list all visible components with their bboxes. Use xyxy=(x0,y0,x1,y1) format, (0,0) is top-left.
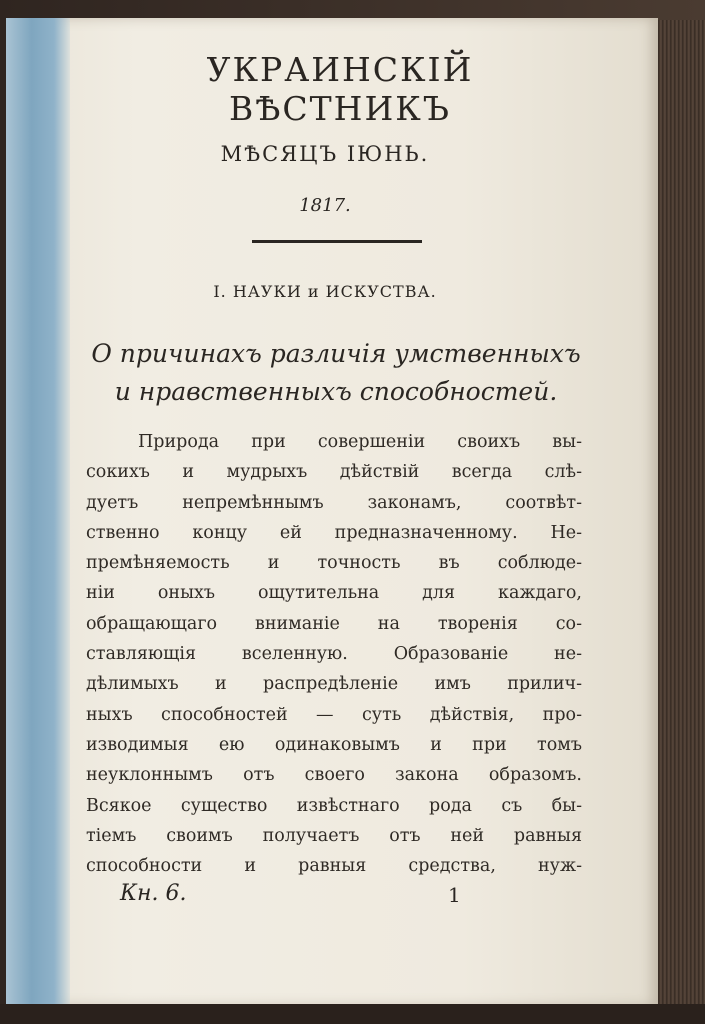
body-line: дѣлимыхъ и распредѣленіе имъ прилич- xyxy=(86,674,582,695)
body-line: Природа при совершеніи своихъ вы- xyxy=(138,432,582,452)
journal-title: УКРАИНСКІЙ ВѢСТНИКЪ xyxy=(206,50,474,128)
page-number: 1 xyxy=(448,883,461,907)
issue-year: 1817. xyxy=(299,195,351,216)
body-line: тіемъ своимъ получаетъ отъ ней равныя xyxy=(86,825,582,846)
article-title-line-1: О причинахъ различія умственныхъ xyxy=(91,339,581,368)
body-line: ставляющія вселенную. Образованіе не- xyxy=(86,644,582,665)
body-line: способности и равныя средства, нуж- xyxy=(86,856,582,877)
article-title-line-2: и нравственныхъ способностей. xyxy=(114,377,558,406)
body-line: ственно концу ей предназначенному. Не- xyxy=(86,522,582,543)
body-line: ныхъ способностей — суть дѣйствія, про- xyxy=(86,704,582,725)
body-line: изводимыя ею одинаковымъ и при томъ xyxy=(86,734,582,755)
body-line: сокихъ и мудрыхъ дѣйствій всегда слѣ- xyxy=(86,462,582,483)
title-rule xyxy=(252,240,422,243)
body-line: премѣняемость и точность въ соблюде- xyxy=(86,553,582,574)
issue-month: МѢСЯЦЪ ІЮНЬ. xyxy=(220,142,430,166)
body-line: ніи оныхъ ощутительна для каждаго, xyxy=(86,583,582,604)
body-line: обращающаго вниманіе на творенія со- xyxy=(86,613,582,634)
bottom-shadow xyxy=(0,1004,705,1024)
page-edges xyxy=(655,20,705,1010)
article-title xyxy=(86,335,586,411)
body-line: дуетъ непремѣннымъ законамъ, соотвѣт- xyxy=(86,492,582,513)
body-text xyxy=(86,427,582,881)
binding-strip xyxy=(6,18,70,1006)
section-heading: I. НАУКИ и ИСКУСТВА. xyxy=(213,282,437,301)
body-line: неуклоннымъ отъ своего закона образомъ. xyxy=(86,765,582,786)
signature-mark: Кн. 6. xyxy=(120,881,187,906)
body-line: Всякое существо извѣстнаго рода съ бы- xyxy=(86,795,582,816)
